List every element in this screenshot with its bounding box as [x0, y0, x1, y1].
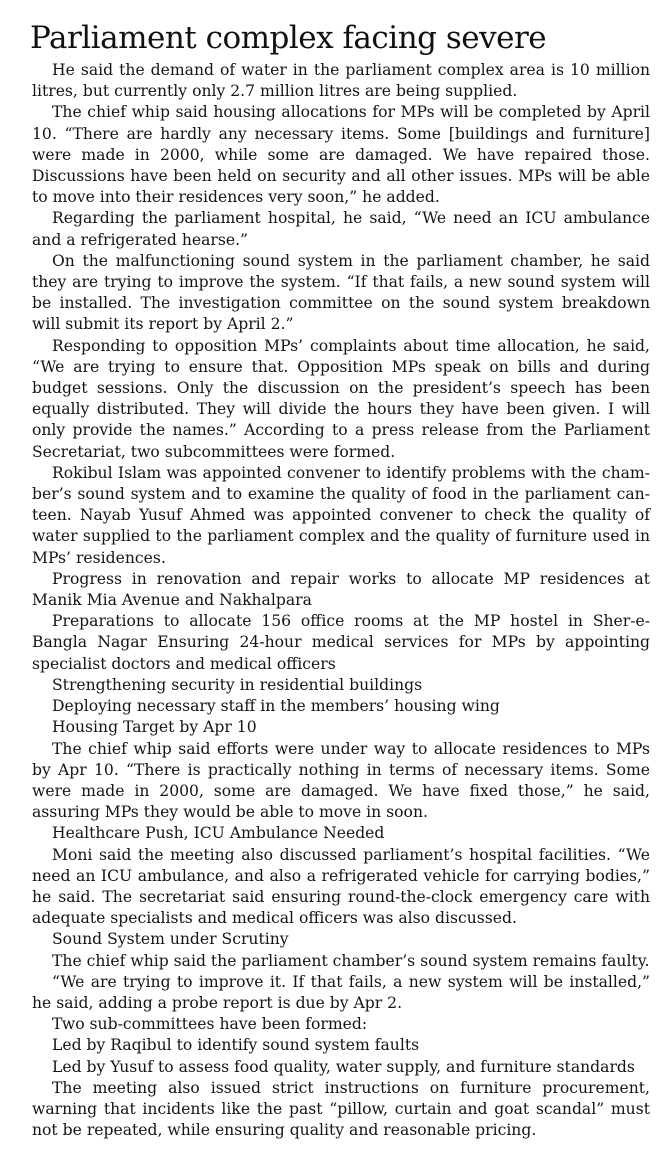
paragraph-security: Strengthening security in residential buildings [52, 675, 423, 694]
subhead-healthcare: Healthcare Push, ICU Ambulance Needed [52, 824, 385, 843]
subhead-sound-system: Sound System under Scrutiny [52, 930, 289, 949]
paragraph-time-allocation: Responding to opposition MPs’ complaints about time allocation, he said, “We are trying to ensure that. Opposition MPs speak on bills and during budget sessions. Only the discussion on the president’s speech has been equally distributed. They will divide the hours they have been given. I will only provide the names.” According to a press release from the Parliament Secretariat, two subcommittees were formed. [32, 336, 650, 461]
paragraph-yusuf: Led by Yusuf to assess food quality, water supply, and furniture standards [52, 1057, 635, 1076]
subhead-housing-target: Housing Target by Apr 10 [52, 718, 257, 737]
paragraph-subcommittees: Two sub-committees have been formed: [52, 1015, 368, 1034]
paragraph-water-demand: He said the demand of water in the parliament complex area is 10 million litres, but currently only 2.7 million litres are being supplied. [32, 61, 650, 101]
paragraph-procurement: The meeting also issued strict instructions on furniture procurement, warning that incidents like the past “pillow, curtain and goat scandal” must not be repeated, while ensuring quality and reasonable pricing. [32, 1078, 650, 1140]
paragraph-hospital-facilities: Moni said the meeting also discussed parliament’s hospital facilities. “We need an ICU ambulance, and also a refrigerated vehicle for carrying bodies,” he said. The secretariat said ensuring round-the-clock emergency care with adequate specialists and medical officers was also discussed. [32, 845, 650, 928]
paragraph-staff: Deploying necessary staff in the members’ housing wing [52, 697, 500, 716]
article-body [32, 60, 650, 1141]
paragraph-sound-system: On the malfunctioning sound system in the parliament chamber, he said they are trying to improve the system. “If that fails, a new sound system will be installed. The investigation committee on the sound system breakdown will submit its report by April 2.” [32, 251, 650, 334]
paragraph-residences: The chief whip said efforts were under way to allocate residences to MPs by Apr 10. “There is practically nothing in terms of necessary items. Some were made in 2000, some are damaged. We have fixed those,” he said, assuring MPs they would be able to move in soon. [32, 739, 650, 822]
paragraph-office-rooms: Preparations to allocate 156 office rooms at the MP hostel in Sher-e-Bangla Nagar Ensuring 24-hour medical services for MPs by appointing specialist doctors and medical officers [32, 612, 650, 673]
headline: Parliament complex facing severe [30, 20, 547, 56]
paragraph-conveners: Rokibul Islam was appointed convener to identify problems with the chamber’s sound system and to examine the quality of food in the parliament canteen. Nayab Yusuf Ahmed was appointed convener to check the quality of water supplied to the parliament complex and the quality of furniture used in MPs’ residences. [32, 463, 650, 567]
paragraph-hospital: Regarding the parliament hospital, he said, “We need an ICU ambulance and a refrigerated hearse.” [32, 209, 650, 249]
paragraph-housing-allocation: The chief whip said housing allocations for MPs will be completed by April 10. “There are hardly any necessary items. Some [buildings and furniture] were made in 2000, while some are damaged. We have repaired those. Discussions have been held on security and all other issues. MPs will be able to move into their residences very soon,” he added. [32, 103, 650, 207]
paragraph-sound-faulty: The chief whip said the parliament chamber’s sound system remains faulty. [52, 951, 650, 970]
paragraph-renovation: Progress in renovation and repair works to allocate MP residences at Manik Mia Avenue and Nakhalpara [32, 569, 650, 610]
paragraph-raqibul: Led by Raqibul to identify sound system faults [52, 1036, 420, 1055]
paragraph-probe-report: “We are trying to improve it. If that fails, a new system will be installed,” he said, adding a probe report is due by Apr 2. [32, 972, 650, 1012]
